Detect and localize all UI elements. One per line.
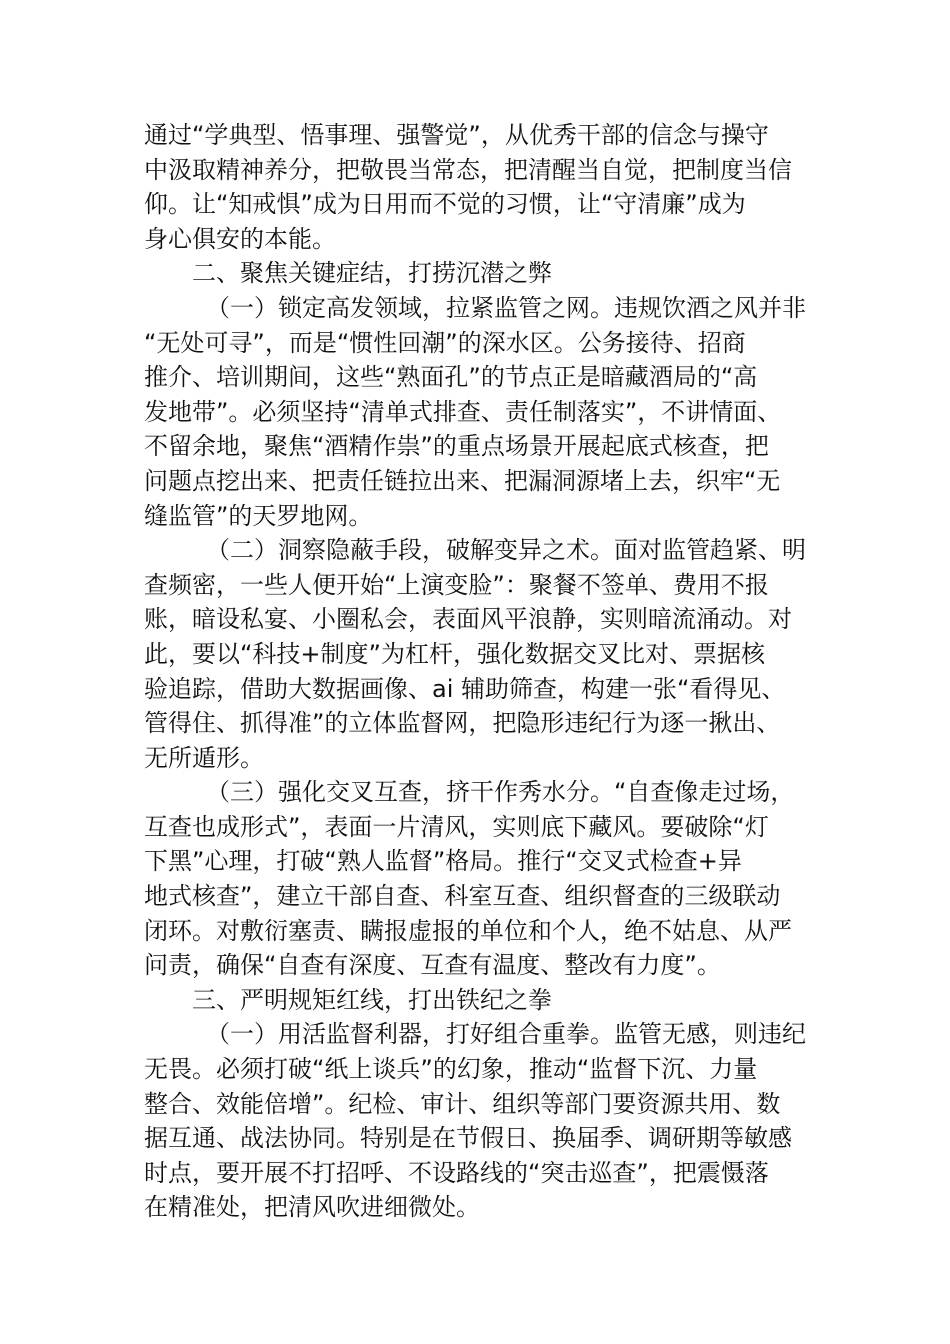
text-line: 不留余地，聚焦“酒精作祟”的重点场景开展起底式核查，把 (144, 432, 769, 461)
text-line: 闭环。对敷衍塞责、瞒报虚报的单位和个人，绝不姑息、从严 (144, 916, 792, 945)
text-line: 据互通、战法协同。特别是在节假日、换届季、调研期等敏感 (144, 1124, 792, 1153)
text-line: 账，暗设私宴、小圈私会，表面风平浪静，实则暗流涌动。对 (144, 605, 792, 634)
text-line: 仰。让“知戒惧”成为日用而不觉的习惯，让“守清廉”成为 (144, 190, 746, 219)
text-line: 推介、培训期间，这些“熟面孔”的节点正是暗藏酒局的“高 (144, 363, 758, 392)
text-line: 整合、效能倍增”。纪检、审计、组织等部门要资源共用、数 (144, 1089, 781, 1118)
text-line: 缝监管”的天罗地网。 (144, 501, 373, 530)
text-line: 验追踪，借助大数据画像、ai 辅助筛查，构建一张“看得见、 (144, 674, 786, 703)
text-line: 在精准处，把清风吹进细微处。 (144, 1193, 480, 1222)
paragraph-2-3 (144, 775, 810, 983)
text-line: 此，要以“科技+制度”为杠杆，强化数据交叉比对、票据核 (144, 639, 765, 668)
text-line: 通过“学典型、悟事理、强警觉”，从优秀干部的信念与操守 (144, 121, 769, 149)
section-heading: 三、严明规矩红线，打出铁纪之拳 (192, 985, 552, 1014)
text-line: （一）锁定高发领域，拉紧监管之网。违规饮酒之风并非 (206, 293, 806, 322)
paragraph-2-1 (144, 291, 810, 533)
text-line: 无畏。必须打破“纸上谈兵”的幻象，推动“监督下沉、力量 (144, 1055, 758, 1084)
text-line: 中汲取精神养分，把敬畏当常态，把清醒当自觉，把制度当信 (144, 155, 792, 184)
text-line: 时点，要开展不打招呼、不设路线的“突击巡查”，把震慑落 (144, 1158, 769, 1187)
paragraph-2-2 (144, 533, 810, 775)
paragraph-closing (144, 118, 810, 256)
text-line: 地式核查”，建立干部自查、科室互查、组织督查的三级联动 (144, 882, 781, 911)
section-heading-3 (144, 983, 810, 1018)
text-line: 无所遁形。 (144, 743, 264, 772)
text-line: （一）用活监督利器，打好组合重拳。监管无感，则违纪 (206, 1020, 806, 1049)
text-line: （三）强化交叉互查，挤干作秀水分。“自查像走过场， (206, 778, 795, 807)
text-line: 查频密，一些人便开始“上演变脸”：聚餐不签单、费用不报 (144, 570, 769, 599)
text-line: 管得住、抓得准”的立体监督网，把隐形违纪行为逐一揪出、 (144, 709, 781, 738)
text-line: 发地带”。必须坚持“清单式排查、责任制落实”，不讲情面、 (144, 397, 782, 426)
text-line: 问责，确保“自查有深度、互查有温度、整改有力度”。 (144, 951, 721, 980)
text-line: “无处可寻”，而是“惯性回潮”的深水区。公务接待、招商 (144, 328, 746, 357)
text-line: 身心俱安的本能。 (144, 224, 336, 253)
section-heading-2 (144, 256, 810, 291)
paragraph-3-1 (144, 1017, 810, 1225)
document-body (144, 118, 810, 1225)
text-line: 互查也成形式”，表面一片清风，实则底下藏风。要破除“灯 (144, 812, 769, 841)
text-line: （二）洞察隐蔽手段，破解变异之术。面对监管趋紧、明 (206, 536, 806, 565)
text-line: 下黑”心理，打破“熟人监督”格局。推行“交叉式检查+异 (144, 847, 742, 876)
section-heading: 二、聚焦关键症结，打捞沉潜之弊 (192, 259, 552, 288)
text-line: 问题点挖出来、把责任链拉出来、把漏洞源堵上去，织牢“无 (144, 466, 781, 495)
